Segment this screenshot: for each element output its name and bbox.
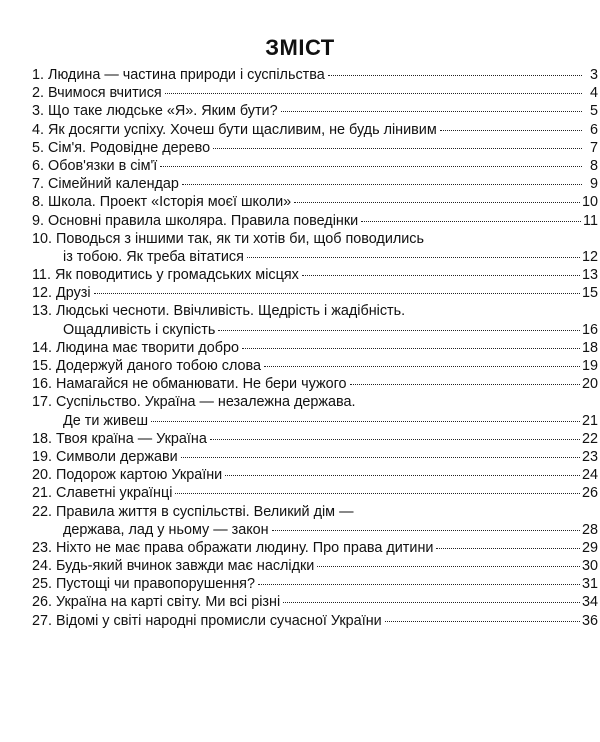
toc-entry-title: Пустощі чи правопорушення? [56, 576, 255, 593]
dot-leader [182, 183, 582, 185]
toc-page-number: 13 [581, 267, 598, 284]
toc-page-number: 31 [581, 576, 598, 593]
toc-entry[interactable] [32, 357, 598, 375]
toc-entry-number: 10. [32, 230, 53, 247]
toc-page-number: 26 [581, 485, 598, 502]
toc-entry-continuation [32, 521, 598, 539]
toc-entry[interactable] [32, 302, 598, 338]
toc-entry-title: Ощадливість і скупість [63, 321, 216, 338]
toc-page-number: 10 [581, 194, 598, 211]
toc-entry-title: Людина — частина природи і суспільства [48, 67, 325, 83]
toc-entry-number: 1. [32, 67, 45, 83]
toc-entry-continuation [32, 321, 598, 339]
dot-leader [361, 220, 581, 222]
toc-entry-title: Сім'я. Родовідне дерево [48, 139, 211, 156]
toc-entry-number: 13. [32, 303, 53, 320]
dot-leader [247, 256, 580, 258]
toc-entry[interactable] [32, 284, 598, 302]
toc-page-number: 15 [581, 285, 598, 302]
toc-entry-title: Сімейний календар [48, 176, 179, 193]
toc-entry-title: Символи держави [56, 448, 178, 465]
toc-entry-number: 6. [32, 157, 45, 174]
toc-entry[interactable] [32, 575, 598, 593]
toc-entry[interactable] [32, 484, 598, 502]
dot-leader [258, 583, 580, 585]
dot-leader [94, 292, 580, 294]
toc-entry[interactable] [32, 102, 598, 120]
toc-entry[interactable] [32, 139, 598, 157]
toc-entry[interactable] [32, 393, 598, 429]
toc-entry[interactable] [32, 539, 598, 557]
dot-leader [294, 201, 580, 203]
toc-entry-title: Суспільство. Україна — незалежна держава. [56, 394, 356, 411]
dot-leader [385, 620, 580, 622]
toc-entry-title: Як досягти успіху. Хочеш бути щасливим, не будь лінивим [48, 121, 437, 138]
toc-entry-number: 26. [32, 594, 53, 611]
toc-entry-line [32, 484, 598, 502]
toc-entry-line [32, 593, 598, 611]
toc-entry-number: 3. [32, 103, 45, 120]
dot-leader [328, 74, 582, 76]
toc-entry-line [32, 230, 598, 248]
toc-page-number: 18 [581, 339, 598, 356]
dot-leader [181, 456, 580, 458]
dot-leader [175, 492, 580, 494]
dot-leader [281, 110, 582, 112]
dot-leader [317, 565, 580, 567]
toc-entry[interactable] [32, 121, 598, 139]
toc-entry[interactable] [32, 430, 598, 448]
toc-page-number: 6 [589, 121, 598, 138]
toc-page-number: 8 [589, 157, 598, 174]
toc-entry[interactable] [32, 84, 598, 102]
toc-entry-continuation [32, 412, 598, 430]
toc-page-number: 11 [583, 212, 598, 229]
toc-page-number: 3 [589, 67, 598, 83]
toc-page-number: 30 [581, 558, 598, 575]
toc-entry[interactable] [32, 466, 598, 484]
toc-entry[interactable] [32, 448, 598, 466]
toc-entry[interactable] [32, 593, 598, 611]
toc-entry-line [32, 575, 598, 593]
toc-entry-title: Будь-який вчинок завжди має наслідки [56, 558, 315, 575]
toc-entry-line [32, 448, 598, 466]
toc-entry-line [32, 84, 598, 102]
toc-entry[interactable] [32, 612, 598, 630]
toc-entry[interactable] [32, 230, 598, 266]
toc-entry-title: Обов'язки в сім'ї [48, 157, 158, 174]
dot-leader [213, 147, 582, 149]
toc-entry-line [32, 193, 598, 211]
toc-entry-title: Як поводитись у громадських місцях [54, 267, 299, 284]
toc-entry-line [32, 466, 598, 484]
toc-page-number: 9 [589, 176, 598, 193]
toc-entry-number: 18. [32, 430, 53, 447]
toc-page-number: 20 [581, 376, 598, 393]
dot-leader [151, 420, 580, 422]
dot-leader [165, 92, 582, 94]
toc-entry-number: 16. [32, 376, 53, 393]
toc-entry[interactable] [32, 503, 598, 539]
toc-entry-number: 21. [32, 485, 53, 502]
toc-page-number: 16 [581, 321, 598, 338]
toc-entry-number: 19. [32, 448, 53, 465]
toc-entry-number: 17. [32, 394, 53, 411]
toc-page-number: 34 [581, 594, 598, 611]
toc-entry[interactable] [32, 557, 598, 575]
toc-entry-number: 2. [32, 85, 45, 102]
toc-entry-title: Відомі у світі народні промисли сучасної України [56, 612, 382, 629]
dot-leader [272, 529, 580, 531]
dot-leader [440, 129, 582, 131]
toc-entry-line [32, 357, 598, 375]
toc-entry[interactable] [32, 175, 598, 193]
toc-page-number: 29 [581, 539, 598, 556]
toc-entry-number: 24. [32, 558, 53, 575]
dot-leader [350, 383, 580, 385]
toc-entry[interactable] [32, 157, 598, 175]
toc-entry[interactable] [32, 212, 598, 230]
toc-entry-line [32, 175, 598, 193]
toc-page-number: 22 [581, 430, 598, 447]
toc-entry-number: 11. [32, 267, 51, 284]
dot-leader [225, 474, 580, 476]
toc-page-number: 5 [589, 103, 598, 120]
dot-leader [210, 438, 580, 440]
toc-entry[interactable] [32, 66, 598, 84]
toc-entry-title: Поводься з іншими так, як ти хотів би, щоб поводились [56, 230, 424, 247]
toc-entry-number: 12. [32, 285, 53, 302]
toc-entry-line [32, 539, 598, 557]
toc-entry-line [32, 212, 598, 230]
toc-entry-line [32, 121, 598, 139]
toc-page-number: 24 [581, 467, 598, 484]
toc-entry-number: 22. [32, 503, 53, 520]
toc-entry-number: 4. [32, 121, 45, 138]
dot-leader [218, 329, 580, 331]
toc-page-number: 7 [589, 139, 598, 156]
toc-entry-line [32, 66, 598, 84]
toc-entry-title: Вчимося вчитися [48, 85, 162, 102]
toc-page-number: 12 [581, 248, 598, 265]
dot-leader [302, 274, 580, 276]
toc-entry-title: із тобою. Як треба вітатися [63, 248, 244, 265]
toc-entry-number: 15. [32, 358, 53, 374]
toc-entry-title: Твоя країна — Україна [56, 430, 207, 447]
toc-entry-line [32, 430, 598, 448]
toc-page-number: 23 [581, 448, 598, 465]
toc-entry-line [32, 102, 598, 120]
toc-entry-number: 14. [32, 339, 53, 356]
toc-entry-continuation [32, 248, 598, 266]
toc-entry-line [32, 612, 598, 630]
toc-entry-title: Правила життя в суспільстві. Великий дім — [56, 503, 354, 520]
dot-leader [160, 165, 582, 167]
toc-entry-line [32, 302, 598, 320]
toc-entry-line [32, 139, 598, 157]
toc-entry[interactable] [32, 193, 598, 211]
toc-entry-number: 23. [32, 539, 53, 556]
toc-entry[interactable] [32, 375, 598, 393]
toc-entry-line [32, 557, 598, 575]
toc-entry-line [32, 393, 598, 411]
toc-entry-title: Основні правила школяра. Правила поведінки [48, 212, 359, 229]
toc-entry-line [32, 339, 598, 357]
toc-entry-title: Школа. Проект «Історія моєї школи» [48, 194, 292, 211]
toc-entry-number: 25. [32, 576, 53, 593]
toc-entry-title: Україна на карті світу. Ми всі різні [56, 594, 281, 611]
toc-entry-title: Що таке людське «Я». Яким бути? [48, 103, 278, 120]
toc-entry[interactable] [32, 266, 598, 284]
toc-entry-line [32, 375, 598, 393]
toc-entry-line [32, 503, 598, 521]
toc-entry-title: Намагайся не обманювати. Не бери чужого [56, 376, 347, 393]
dot-leader [436, 547, 580, 549]
toc-entry-line [32, 157, 598, 175]
dot-leader [283, 601, 580, 603]
table-of-contents [32, 66, 598, 630]
toc-entry-title: Ніхто не має права ображати людину. Про права дитини [56, 539, 434, 556]
toc-page-number: 21 [581, 412, 598, 429]
page-title: ЗМІСТ [265, 35, 335, 60]
toc-entry[interactable] [32, 339, 598, 357]
toc-page-number: 19 [581, 358, 598, 374]
toc-entry-number: 5. [32, 139, 45, 156]
toc-page-number: 36 [581, 612, 598, 629]
toc-entry-number: 9. [32, 212, 45, 229]
toc-entry-title: Додержуй даного тобою слова [56, 358, 262, 374]
toc-entry-title: Славетні українці [56, 485, 173, 502]
toc-entry-number: 20. [32, 467, 53, 484]
toc-page-number: 4 [589, 85, 598, 102]
toc-entry-title: держава, лад у ньому — закон [63, 521, 269, 538]
dot-leader [264, 365, 580, 367]
toc-entry-title: Друзі [56, 285, 91, 302]
toc-entry-number: 8. [32, 194, 45, 211]
toc-entry-line [32, 284, 598, 302]
dot-leader [242, 347, 580, 349]
toc-entry-title: Людські чесноти. Ввічливість. Щедрість і жадібність. [56, 303, 406, 320]
toc-entry-title: Подорож картою України [56, 467, 223, 484]
toc-entry-title: Людина має творити добро [56, 339, 239, 356]
toc-page-number: 28 [581, 521, 598, 538]
toc-entry-number: 27. [32, 612, 53, 629]
toc-entry-line [32, 266, 598, 284]
toc-entry-number: 7. [32, 176, 45, 193]
toc-entry-title: Де ти живеш [63, 412, 149, 429]
